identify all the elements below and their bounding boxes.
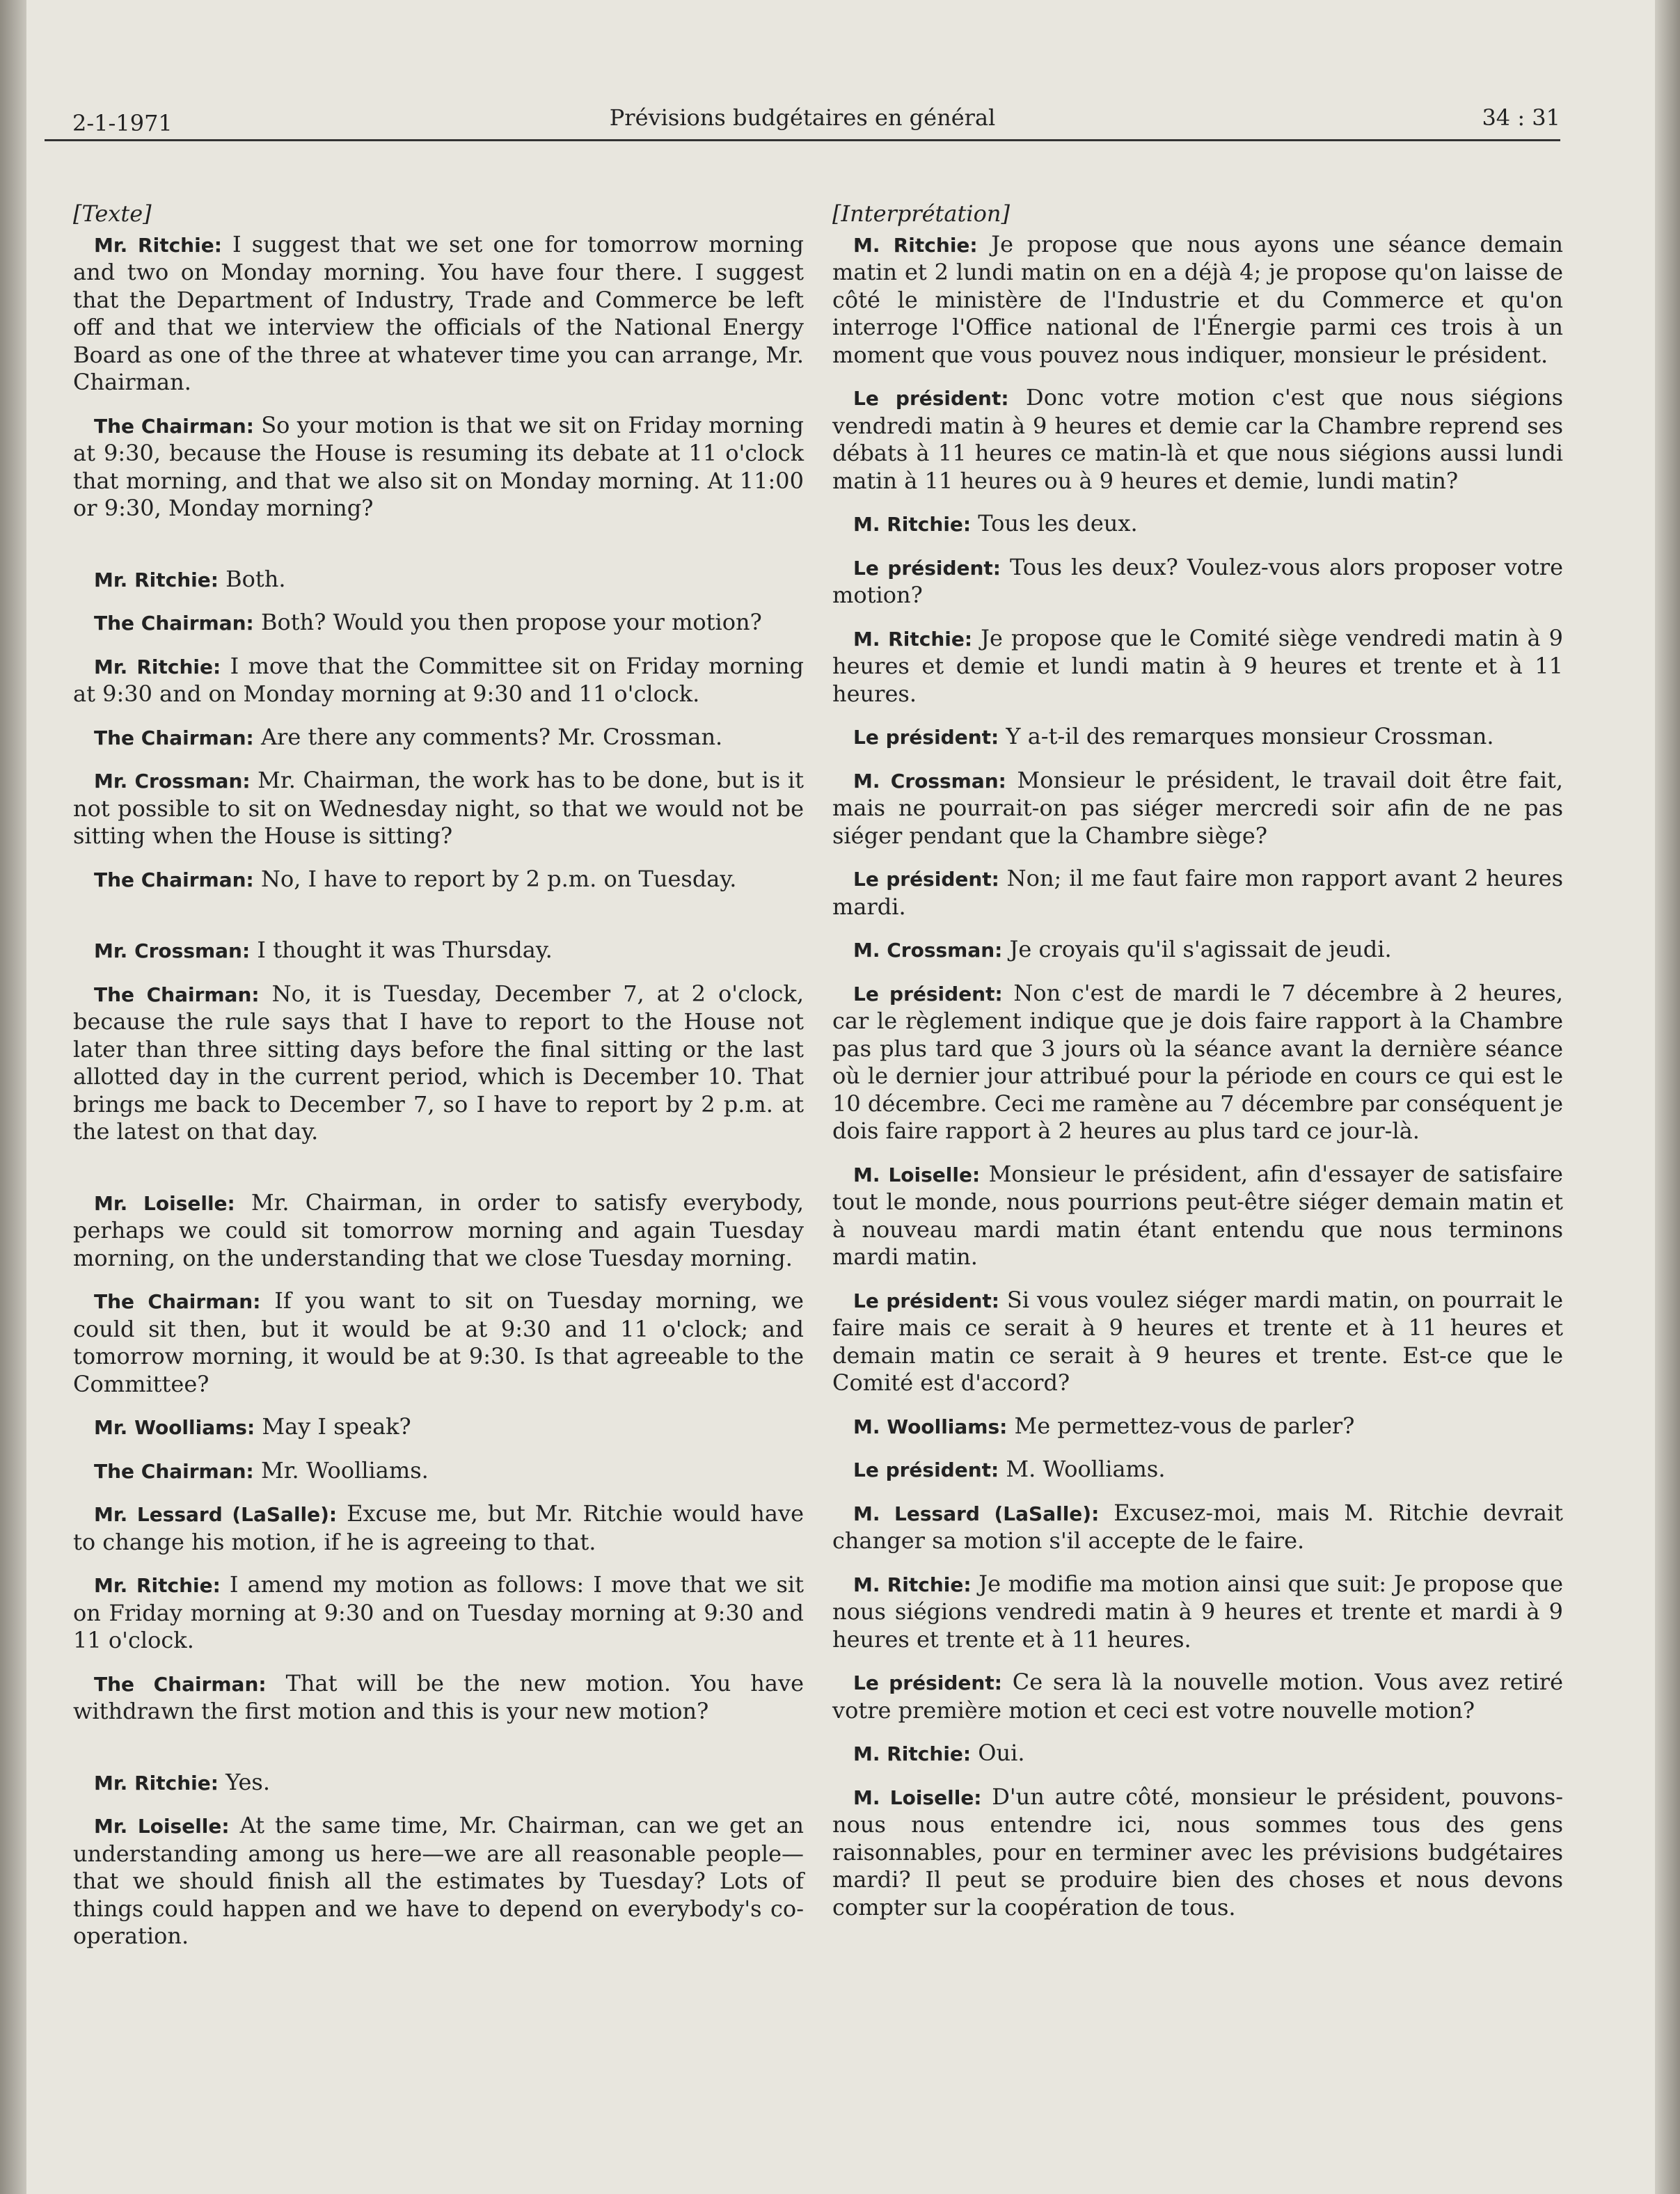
speech-text: Si vous voulez siéger mardi matin, on pourrait le faire mais ce serait à 9 heures et trente et à 11 heures et demain matin ce serait à 9 heures et trente. Est-ce que le Comité est d'accord? [832, 1286, 1564, 1396]
speech-text: D'un autre côté, monsieur le président, pouvons-nous nous entendre ici, nous sommes tous des gens raisonnables, pour en terminer avec les prévisions budgétaires mardi? Il peut se produire bien des choses et nous devons compter sur la coopération de tous. [832, 1783, 1564, 1921]
speaker-name: Mr. Ritchie: [94, 568, 219, 591]
speaker-name: The Chairman: [94, 414, 254, 438]
speech-text: Yes. [218, 1768, 270, 1795]
speech-text: I move that the Committee sit on Friday morning at 9:30 and on Monday morning at 9:30 and 11 o'clock. [73, 652, 804, 707]
transcript-paragraph [832, 625, 1563, 708]
speech-text: Ce sera là la nouvelle motion. Vous avez retiré votre première motion et ceci est votre nouvelle motion? [832, 1669, 1564, 1724]
transcript-paragraph [832, 865, 1563, 921]
speaker-name: Le président: [853, 1289, 999, 1312]
speech-text: Je croyais qu'il s'agissait de jeudi. [1002, 936, 1392, 962]
page-header [45, 104, 1560, 141]
speaker-name: The Chairman: [94, 983, 260, 1006]
transcript-paragraph [832, 1287, 1563, 1397]
speech-text: May I speak? [255, 1413, 411, 1440]
transcript-paragraph [832, 554, 1563, 610]
transcript-paragraph [73, 1670, 804, 1726]
transcript-paragraph [73, 1812, 804, 1950]
transcript-paragraph [832, 1783, 1563, 1922]
speaker-name: The Chairman: [94, 1290, 261, 1313]
spacer [73, 909, 804, 937]
speaker-name: M. Ritchie: [853, 233, 978, 257]
speech-text: Non c'est de mardi le 7 décembre à 2 heures, car le règlement indique que je dois faire rapport à la Chambre pas plus tard que 3 jours où la séance avant la dernière séance où le dernier jour attribué pour la période en cours ce qui est le 10 décembre. Ceci me ramène au 7 décembre par conséquent je dois faire rapport à 2 heures au plus tard ce jour-là. [832, 979, 1564, 1144]
speaker-name: Le président: [853, 726, 999, 749]
speech-text: M. Woolliams. [999, 1456, 1166, 1482]
french-column [832, 200, 1563, 1937]
speaker-name: The Chairman: [94, 1459, 254, 1483]
speaker-name: Mr. Ritchie: [94, 233, 222, 257]
speaker-name: M. Crossman: [853, 939, 1003, 962]
speaker-name: Mr. Loiselle: [94, 1191, 235, 1215]
transcript-paragraph [73, 980, 804, 1146]
speech-text: If you want to sit on Tuesday morning, we could sit then, but it would be at 9:30 and 11 o'clock; and tomorrow morning, it would be at 9:30. Is that agreeable to the Committee? [73, 1287, 804, 1397]
speaker-name: The Chairman: [94, 1672, 267, 1696]
transcript-paragraph [73, 767, 804, 850]
speaker-name: Le président: [853, 982, 1003, 1005]
speech-text: So your motion is that we sit on Friday morning at 9:30, because the House is resuming its debate at 11 o'clock that morning, and that we also sit on Monday morning. At 11:00 or 9:30, Monday morning? [73, 411, 805, 521]
speaker-name: M. Ritchie: [853, 1742, 972, 1765]
speaker-name: The Chairman: [94, 868, 254, 891]
transcript-paragraph [832, 767, 1563, 850]
speaker-name: The Chairman: [94, 726, 254, 749]
speaker-name: Le président: [853, 556, 1001, 580]
transcript-paragraph [73, 1457, 804, 1486]
transcript-paragraph [73, 609, 804, 637]
header-date: 2-1-1971 [72, 110, 173, 136]
speech-text: Mr. Woolliams. [253, 1456, 429, 1484]
speaker-name: M. Ritchie: [853, 513, 972, 536]
speech-text: Je propose que nous ayons une séance demain matin et 2 lundi matin on en a déjà 4; je propose qu'on laisse de côté le ministère de l'Industrie et du Commerce et qu'on interroge l'Office national de l'Énergie parmi ces trois à un moment que vous pouvez nous indiquer, monsieur le président. [832, 230, 1564, 368]
speech-text: Non; il me faut faire mon rapport avant 2 heures mardi. [832, 865, 1564, 920]
speaker-name: Le président: [853, 387, 1009, 410]
transcript-paragraph [73, 231, 804, 397]
speaker-name: M. Loiselle: [853, 1163, 981, 1186]
transcript-paragraph [832, 1669, 1563, 1724]
speech-text: At the same time, Mr. Chairman, can we get an understanding among us here—we are all reasonable people—that we should finish all the estimates by Tuesday? Lots of things could happen and we have to depend on everybody's co-operation. [73, 1812, 805, 1949]
spacer [73, 538, 804, 566]
speech-text: Tous les deux? Voulez-vous alors proposer votre motion? [832, 553, 1563, 608]
transcript-paragraph [73, 937, 804, 965]
speaker-name: M. Loiselle: [853, 1786, 982, 1809]
page-edge-right [1655, 0, 1680, 2194]
transcript-paragraph [73, 1769, 804, 1797]
header-title: Prévisions budgétaires en général [609, 104, 996, 131]
speech-text: Both? Would you then propose your motion? [253, 609, 762, 635]
speaker-name: Le président: [853, 1671, 1002, 1694]
speaker-name: Le président: [853, 1458, 999, 1481]
transcript-paragraph [73, 866, 804, 894]
speech-text: Y a-t-il des remarques monsieur Crossman. [999, 723, 1494, 749]
page-edge-left [0, 0, 26, 2194]
speech-text: Donc votre motion c'est que nous siégions vendredi matin à 9 heures et demie car la Chambre reprend ses débats à 11 heures ce matin-là et que nous siégions aussi lundi matin à 11 heures ou à 9 heures et demie, lundi matin? [832, 384, 1564, 494]
speaker-name: Mr. Lessard (LaSalle): [94, 1503, 338, 1526]
speech-text: That will be the new motion. You have withdrawn the first motion and this is your new motion? [73, 1669, 805, 1724]
transcript-paragraph [832, 1456, 1563, 1484]
transcript-paragraph [832, 1571, 1563, 1654]
speaker-name: Mr. Ritchie: [94, 1574, 221, 1597]
page-number: 34 : 31 [1482, 104, 1560, 131]
speech-text: I suggest that we set one for tomorrow morning and two on Monday morning. You have four there. I suggest that the Department of Industry, Trade and Commerce be left off and that we interview the officials of the National Energy Board as one of the three at whatever time you can arrange, Mr. Chairman. [73, 230, 804, 395]
speech-text: Are there any comments? Mr. Crossman. [253, 723, 723, 750]
transcript-paragraph [73, 1500, 804, 1556]
speech-text: I amend my motion as follows: I move that we sit on Friday morning at 9:30 and on Tuesday morning at 9:30 and 11 o'clock. [73, 1571, 804, 1653]
transcript-paragraph [832, 936, 1563, 964]
transcript-paragraph [73, 1189, 804, 1273]
speaker-name: M. Ritchie: [853, 1573, 972, 1596]
speaker-name: M. Crossman: [853, 769, 1006, 793]
transcript-paragraph [832, 384, 1563, 495]
speech-text: Tous les deux. [971, 510, 1138, 536]
transcript-paragraph [832, 1161, 1563, 1271]
speech-text: Je modifie ma motion ainsi que suit: Je propose que nous siégions vendredi matin à 9 heures et trente et mardi à 9 heures et trente et à 11 heures. [832, 1570, 1563, 1653]
speech-text: Excusez-moi, mais M. Ritchie devrait changer sa motion s'il accepte de le faire. [832, 1499, 1563, 1554]
speech-text: No, it is Tuesday, December 7, at 2 o'clock, because the rule says that I have to report to the House not later than three sitting days before the final sitting or the last allotted day in the current period, which is December 10. That brings me back to December 7, so I have to report by 2 p.m. at the latest on that day. [73, 980, 804, 1145]
speech-text: No, I have to report by 2 p.m. on Tuesday. [253, 865, 737, 892]
speaker-name: Mr. Ritchie: [94, 655, 221, 678]
speaker-name: M. Ritchie: [853, 627, 973, 651]
column-label: [Texte] [73, 200, 152, 227]
spacer [73, 1161, 804, 1189]
speech-text: Mr. Chairman, in order to satisfy everybody, perhaps we could sit tomorrow morning and again Tuesday morning, on the understanding that we close Tuesday morning. [73, 1189, 804, 1271]
transcript-paragraph [832, 510, 1563, 539]
speaker-name: M. Lessard (LaSalle): [853, 1502, 1100, 1525]
speaker-name: Mr. Crossman: [94, 770, 251, 793]
transcript-paragraph [73, 1413, 804, 1442]
spacer [73, 1741, 804, 1769]
english-column [73, 200, 804, 1966]
speaker-name: Le président: [853, 868, 999, 891]
transcript-paragraph [73, 412, 804, 523]
speech-text: I thought it was Thursday. [250, 937, 553, 963]
speech-text: Mr. Chairman, the work has to be done, but is it not possible to sit on Wednesday night, so that we would not be sitting when the House is sitting? [73, 767, 804, 849]
transcript-paragraph [832, 723, 1563, 752]
speech-text: Both. [218, 565, 286, 592]
transcript-paragraph [832, 1413, 1563, 1441]
speech-text: Monsieur le président, afin d'essayer de satisfaire tout le monde, nous pourrions peut-être siéger demain matin et à nouveau mardi matin étant entendu que nous terminons mardi matin. [832, 1160, 1563, 1270]
transcript-paragraph [73, 1287, 804, 1398]
speaker-name: The Chairman: [94, 612, 254, 635]
transcript-paragraph [832, 980, 1563, 1145]
transcript-paragraph [73, 653, 804, 708]
speaker-name: Mr. Woolliams: [94, 1416, 255, 1439]
speech-text: Excuse me, but Mr. Ritchie would have to change his motion, if he is agreeing to that. [73, 1500, 805, 1555]
transcript-paragraph [73, 566, 804, 594]
speaker-name: Mr. Loiselle: [94, 1815, 230, 1838]
transcript-paragraph [832, 231, 1563, 369]
transcript-paragraph [832, 1500, 1563, 1555]
column-label: [Interprétation] [832, 200, 1010, 227]
speaker-name: Mr. Ritchie: [94, 1771, 219, 1795]
speech-text: Oui. [971, 1740, 1025, 1766]
transcript-paragraph [73, 1571, 804, 1655]
transcript-paragraph [832, 1740, 1563, 1768]
speaker-name: Mr. Crossman: [94, 939, 251, 962]
transcript-paragraph [73, 724, 804, 752]
speech-text: Monsieur le président, le travail doit être fait, mais ne pourrait-on pas siéger mercredi soir afin de ne pas siéger pendant que la Chambre siège? [832, 766, 1564, 849]
speech-text: Me permettez-vous de parler? [1007, 1412, 1355, 1439]
speaker-name: M. Woolliams: [853, 1415, 1008, 1438]
speech-text: Je propose que le Comité siège vendredi matin à 9 heures et demie et lundi matin à 9 heures et trente et à 11 heures. [832, 624, 1564, 707]
